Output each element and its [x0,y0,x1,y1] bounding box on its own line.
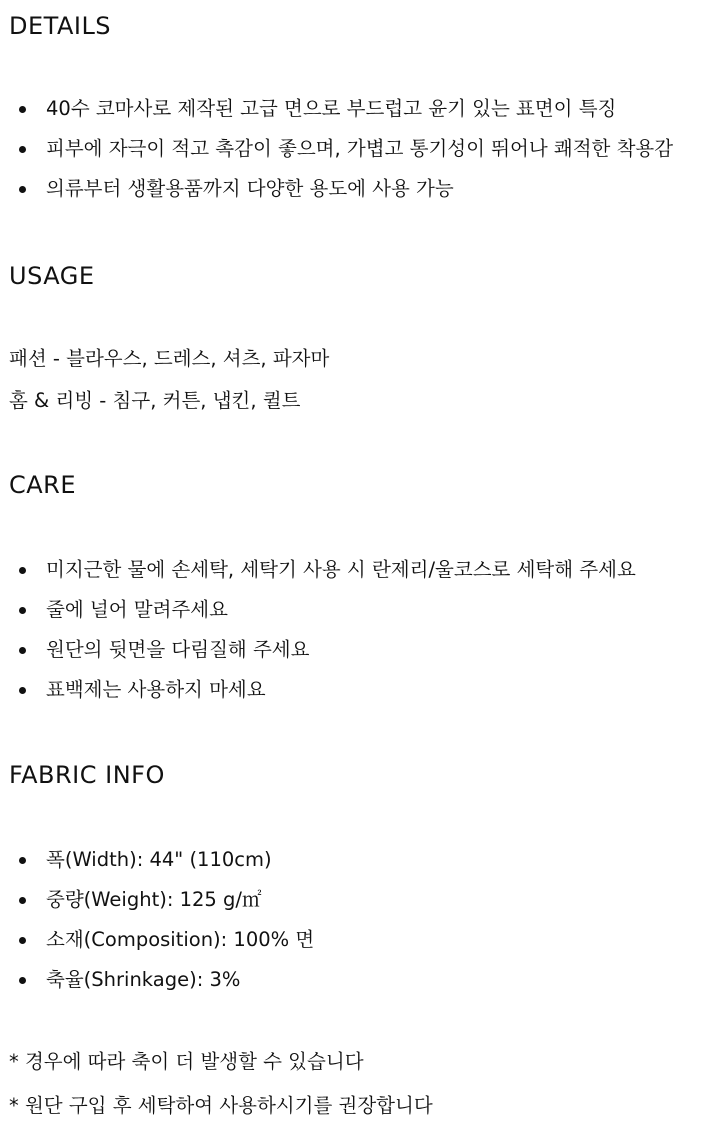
list-item [0,840,728,880]
details-heading: DETAILS [9,12,112,40]
list-item-text: 40수 코마사로 제작된 고급 면으로 부드럽고 윤기 있는 표면이 특징 [46,97,617,120]
bullet-icon [19,937,26,944]
fabric-info-list [0,840,728,1000]
list-item-text: 소재(Composition): 100% 면 [46,928,315,951]
bullet-icon [19,186,26,193]
list-item [0,169,728,209]
list-item-text: 미지근한 물에 손세탁, 세탁기 사용 시 란제리/울코스로 세탁해 주세요 [46,558,636,581]
care-heading: CARE [9,471,77,499]
care-list [0,550,728,710]
usage-line-home-living: 홈 & 리빙 - 침구, 커튼, 냅킨, 퀼트 [9,389,301,412]
list-item [0,129,728,169]
bullet-icon [19,687,26,694]
usage-heading: USAGE [9,262,95,290]
fabric-info-heading: FABRIC INFO [9,761,165,789]
list-item-text: 표백제는 사용하지 마세요 [46,678,266,701]
list-item [0,960,728,1000]
list-item-text: 줄에 널어 말려주세요 [46,598,228,621]
list-item-text: 피부에 자극이 적고 촉감이 좋으며, 가볍고 통기성이 뛰어나 쾌적한 착용감 [46,137,674,160]
bullet-icon [19,977,26,984]
bullet-icon [19,647,26,654]
list-item [0,630,728,670]
note-shrinkage: * 경우에 따라 축이 더 발생할 수 있습니다 [9,1050,364,1073]
list-item [0,550,728,590]
list-item [0,920,728,960]
note-prewash: * 원단 구입 후 세탁하여 사용하시기를 권장합니다 [9,1094,433,1117]
notes [9,1040,433,1128]
list-item [0,880,728,920]
bullet-icon [19,567,26,574]
list-item-text: 축율(Shrinkage): 3% [46,968,241,991]
bullet-icon [19,857,26,864]
usage-line-fashion: 패션 - 블라우스, 드레스, 셔츠, 파자마 [9,347,330,370]
bullet-icon [19,897,26,904]
list-item [0,670,728,710]
bullet-icon [19,106,26,113]
bullet-icon [19,607,26,614]
details-list [0,89,728,209]
list-item-text: 폭(Width): 44" (110cm) [46,848,272,871]
list-item [0,590,728,630]
list-item [0,89,728,129]
list-item-text: 중량(Weight): 125 g/㎡ [46,888,262,911]
bullet-icon [19,146,26,153]
usage-lines [9,338,329,422]
list-item-text: 원단의 뒷면을 다림질해 주세요 [46,638,310,661]
list-item-text: 의류부터 생활용품까지 다양한 용도에 사용 가능 [46,177,454,200]
